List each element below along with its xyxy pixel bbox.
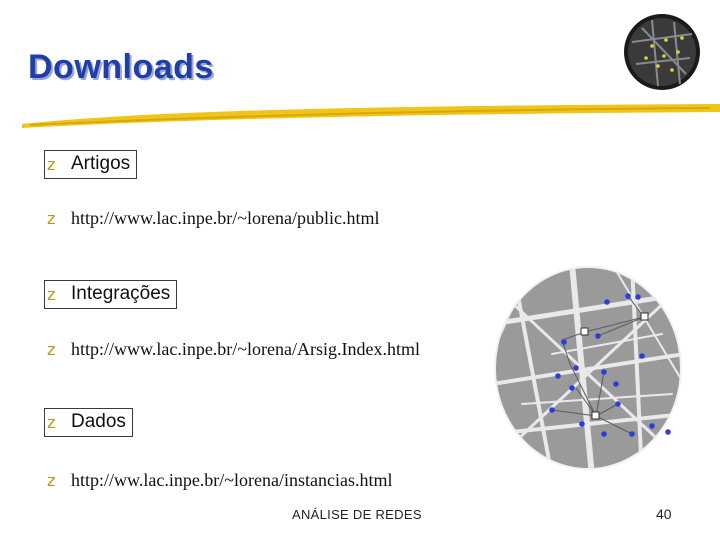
slide-title: Downloads bbox=[28, 48, 214, 86]
circular-map-logo-icon bbox=[622, 12, 702, 92]
bullet-icon: z bbox=[47, 471, 56, 490]
dados-link[interactable]: http://ww.lac.inpe.br/~lorena/instancias.html bbox=[71, 470, 393, 490]
integracoes-link[interactable]: http://www.lac.inpe.br/~lorena/Arsig.Index.html bbox=[71, 339, 420, 359]
bullet-icon: z bbox=[47, 284, 56, 304]
integracoes-box bbox=[44, 280, 177, 309]
list-item bbox=[44, 339, 420, 360]
integracoes-label: Integrações bbox=[71, 283, 171, 304]
network-map-illustration-icon bbox=[492, 264, 684, 476]
dados-box bbox=[44, 408, 133, 437]
list-item bbox=[44, 280, 177, 309]
title-underline-swoosh bbox=[20, 98, 720, 134]
slide-footer: ANÁLISE DE REDES bbox=[292, 507, 422, 522]
artigos-label: Artigos bbox=[71, 153, 131, 174]
bullet-icon: z bbox=[47, 209, 56, 228]
bullet-icon: z bbox=[47, 412, 56, 432]
dados-label: Dados bbox=[71, 411, 126, 432]
bullet-icon: z bbox=[47, 340, 56, 359]
list-item bbox=[44, 470, 393, 491]
list-item bbox=[44, 408, 133, 437]
list-item bbox=[44, 208, 380, 229]
artigos-box bbox=[44, 150, 137, 179]
artigos-link[interactable]: http://www.lac.inpe.br/~lorena/public.html bbox=[71, 208, 380, 228]
page-number: 40 bbox=[656, 506, 672, 522]
bullet-icon: z bbox=[47, 154, 56, 174]
list-item bbox=[44, 150, 137, 179]
